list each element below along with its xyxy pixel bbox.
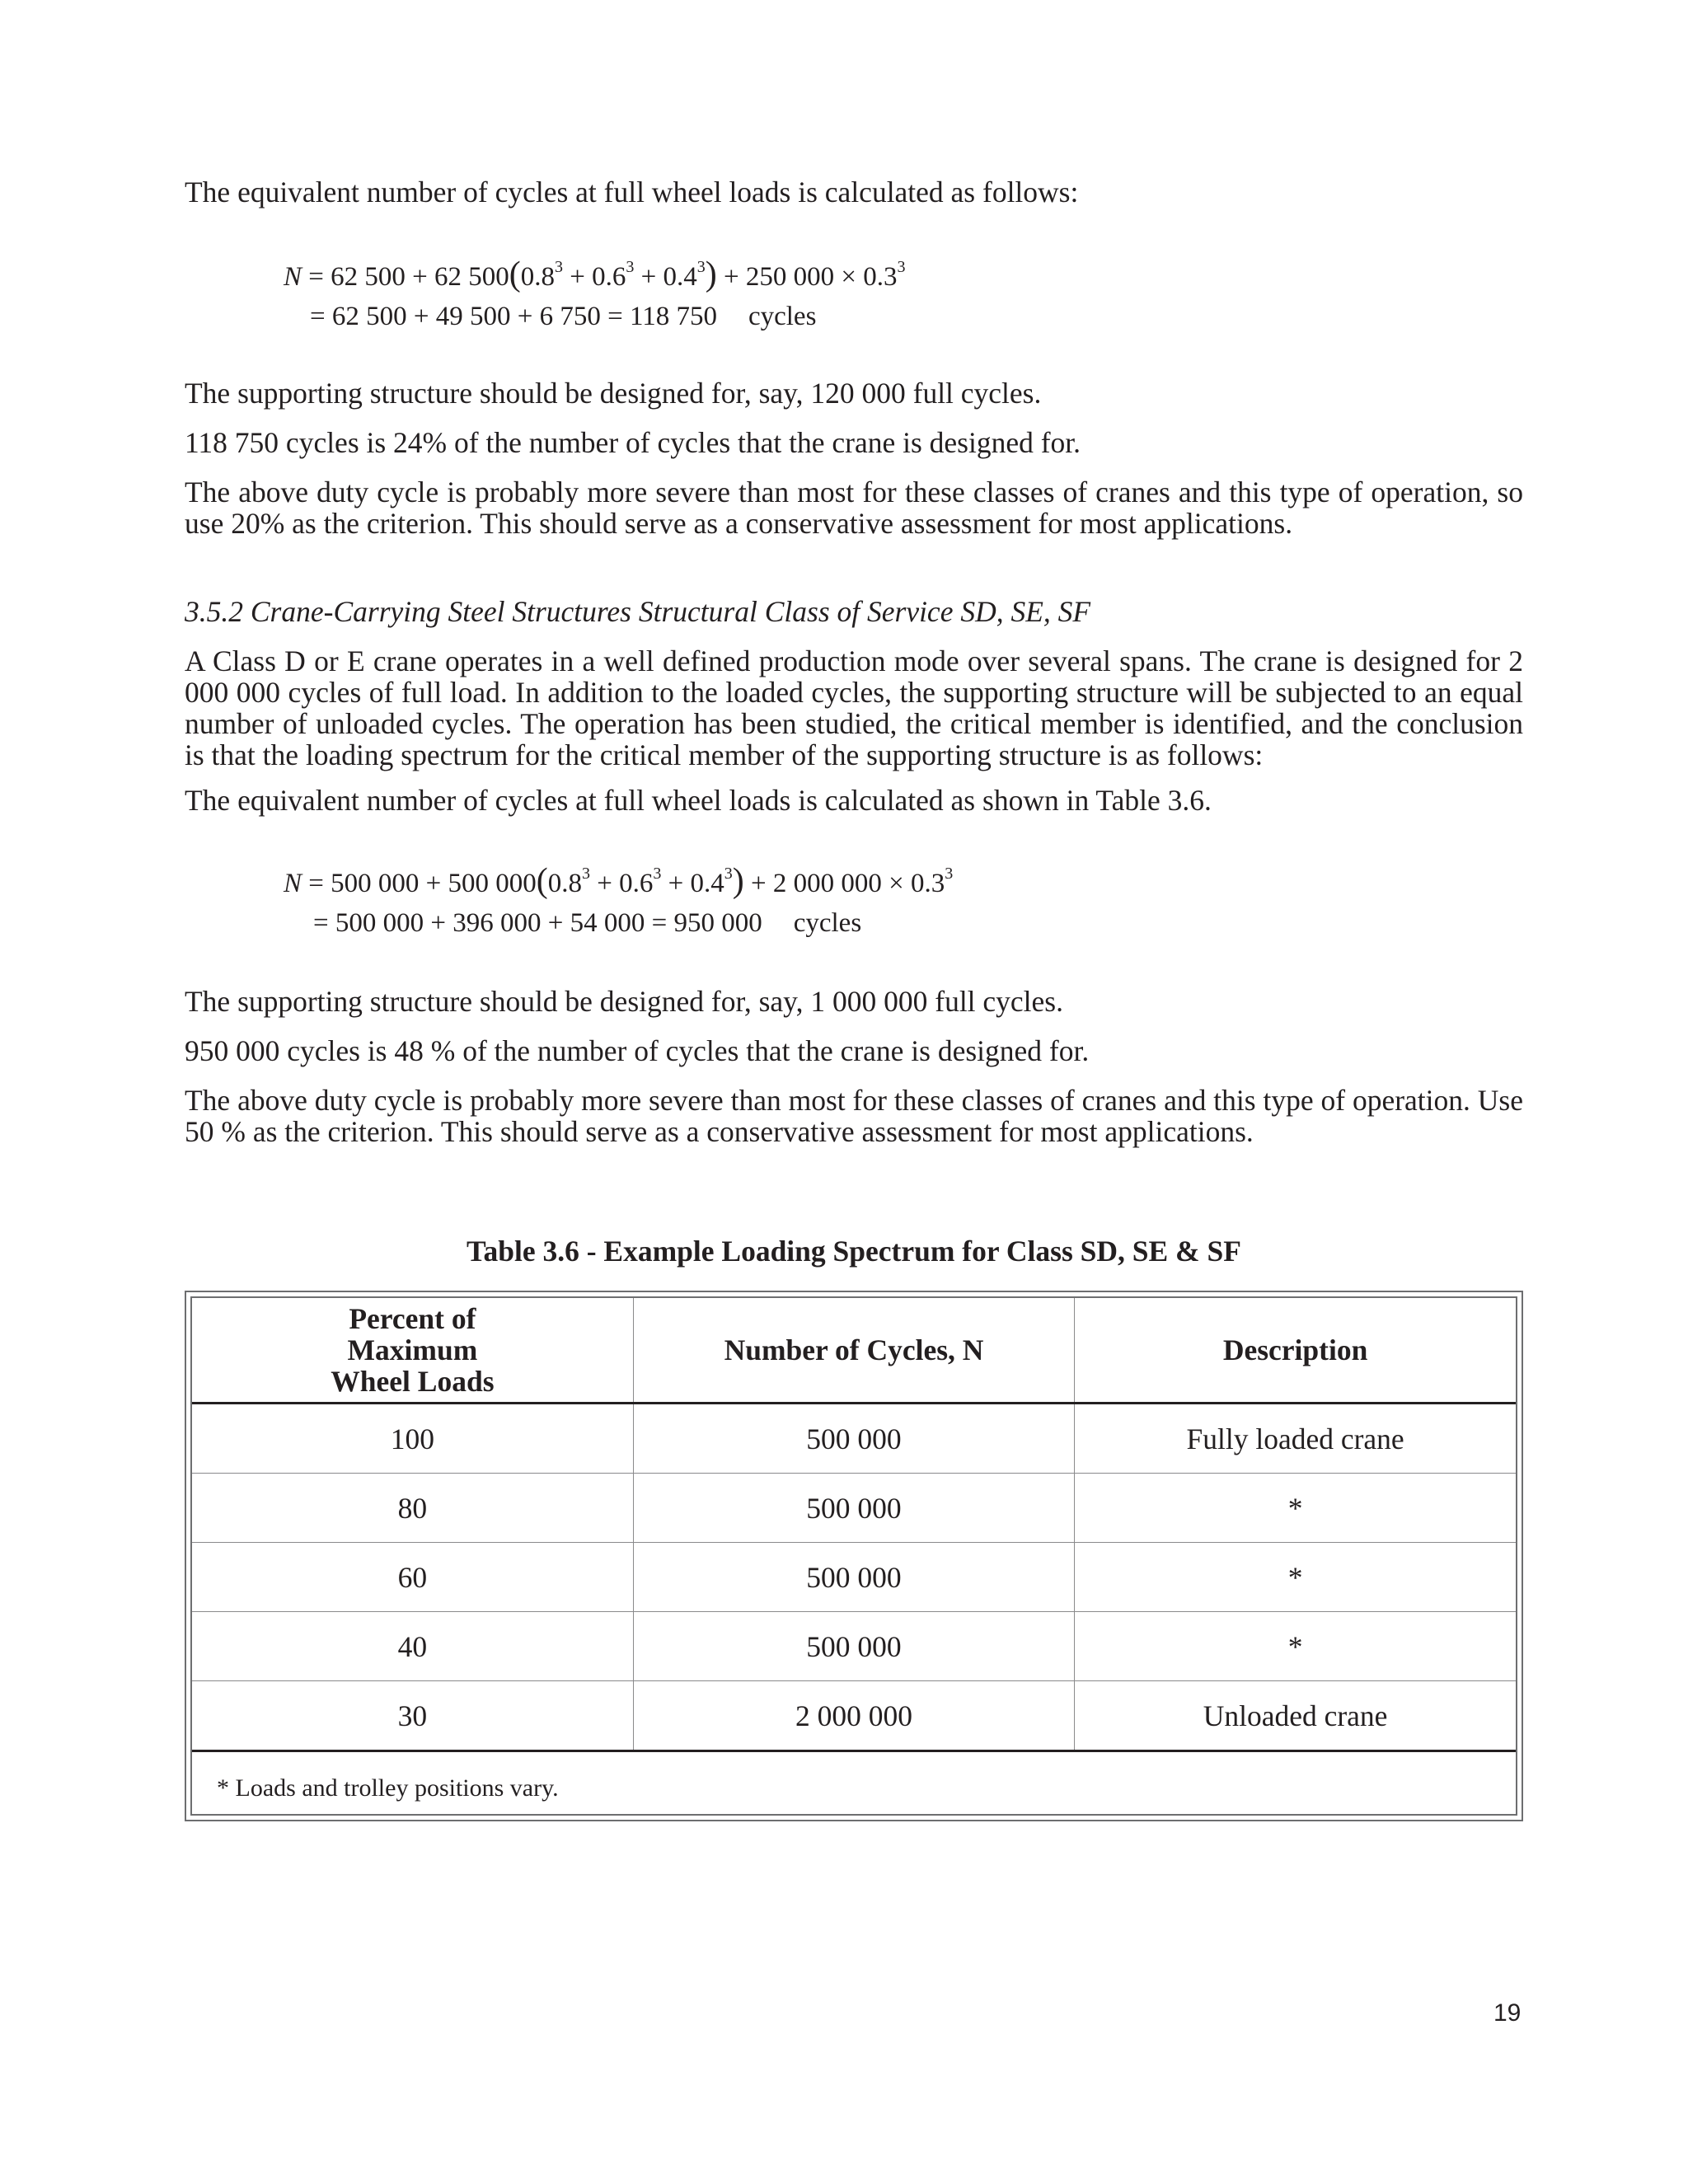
paragraph-criterion-2: The above duty cycle is probably more severe than most for these classes of cranes and this type of operation. Use 50 % as the criterion. This should serve as a conservative assessment for most applications. [185,1084,1523,1148]
eq1-variable: N [284,262,302,292]
paragraph-class-de-crane: A Class D or E crane operates in a well defined production mode over several spans. The crane is designed for 2 000 000 cycles of full load. In addition to the loaded cycles, the supporting structure will be subjected to an equal number of unloaded cycles. The operation has been studied, the critical member is identified, and the conclusion is that the loading spectrum for the critical member of the supporting structure is as follows: [185,644,1523,771]
table-title: Table 3.6 - Example Loading Spectrum for Class SD, SE & SF [467,1235,1241,1268]
equation-1-line-2 [310,300,816,333]
cell-percent: 100 [192,1404,633,1474]
cell-percent: 40 [192,1612,633,1681]
header-percent-max-wheel-loads: Percent of Maximum Wheel Loads [192,1298,633,1404]
eq2-part-c: + 0.6 [590,869,654,898]
eq2-unit: cycles [793,908,862,938]
eq1-part-d: + 0.4 [634,262,697,292]
cell-cycles: 500 000 [633,1404,1074,1474]
eq1-part-c: + 0.6 [563,262,626,292]
table-row [192,1681,1516,1751]
equation-2-line-2 [313,907,861,940]
equation-1-line-1: N = 62 500 + 62 $500(0.8^3 + 0.6^3 + 0.4^3) + 250$ $000 \times 0.3^3$ [284,255,906,293]
header-description: Description [1075,1298,1516,1404]
loading-spectrum-table [185,1291,1523,1821]
equation-2-line-1: N = 500 000 + 500 $000(0.8^3 + 0.6^3 + 0.4^3) + 2$ 000 $000 \times 0.3^3$ [284,862,954,900]
eq2-variable: N [284,869,302,898]
eq2-exp-2: 3 [653,865,662,883]
table-footnote: * Loads and trolley positions vary. [217,1774,559,1802]
eq2-part-a: = 500 000 + 500 000 [302,869,537,898]
paragraph-criterion-1: The above duty cycle is probably more severe than most for these classes of cranes and this type of operation, so use 20% as the criterion. This should serve as a conservative assessment for most applications. [185,476,1523,540]
table-row [192,1404,1516,1474]
table-header-row [192,1298,1516,1404]
paragraph-design-cycles-2: The supporting structure should be designed for, say, 1 000 000 full cycles. [185,985,1063,1018]
eq2-exp-1: 3 [582,865,590,883]
eq2-part-b: 0.8 [547,869,582,898]
paragraph-intro-calc-1: The equivalent number of cycles at full wheel loads is calculated as follows: [185,176,1079,209]
table-inner-frame [190,1296,1517,1816]
eq1-exp-2: 3 [626,258,635,276]
eq2-part-d: + 0.4 [661,869,724,898]
eq1-part-e: + 250 000 × 0.3 [716,262,898,292]
cell-description: * [1075,1612,1516,1681]
table-grid [192,1298,1516,1752]
cell-percent: 80 [192,1474,633,1543]
eq1-unit: cycles [748,302,817,331]
cell-description: Unloaded crane [1075,1681,1516,1751]
eq1-part-a: = 62 500 + 62 500 [302,262,509,292]
eq2-line2-text: = 500 000 + 396 000 + 54 000 = 950 000 [313,908,762,938]
cell-cycles: 500 000 [633,1543,1074,1612]
eq1-part-b: 0.8 [520,262,555,292]
paragraph-intro-calc-2: The equivalent number of cycles at full wheel loads is calculated as shown in Table 3.6. [185,784,1212,817]
eq2-exp-4: 3 [945,865,954,883]
cell-percent: 30 [192,1681,633,1751]
eq1-exp-3: 3 [696,258,706,276]
page-number: 19 [1493,1999,1522,2027]
table-row [192,1612,1516,1681]
header-number-of-cycles: Number of Cycles, N [633,1298,1074,1404]
cell-description: Fully loaded crane [1075,1404,1516,1474]
table-row [192,1474,1516,1543]
eq2-exp-3: 3 [724,865,733,883]
eq1-line2-text: = 62 500 + 49 500 + 6 750 = 118 750 [310,302,717,331]
eq2-part-e: + 2 000 000 × 0.3 [743,869,945,898]
paragraph-design-cycles-1: The supporting structure should be designed for, say, 120 000 full cycles. [185,377,1042,410]
cell-percent: 60 [192,1543,633,1612]
paragraph-percent-2: 950 000 cycles is 48 % of the number of cycles that the crane is designed for. [185,1034,1090,1067]
cell-description: * [1075,1474,1516,1543]
cell-cycles: 500 000 [633,1474,1074,1543]
cell-cycles: 500 000 [633,1612,1074,1681]
cell-description: * [1075,1543,1516,1612]
cell-cycles: 2 000 000 [633,1681,1074,1751]
eq1-exp-4: 3 [897,258,906,276]
eq1-exp-1: 3 [555,258,563,276]
paragraph-percent-1: 118 750 cycles is 24% of the number of cycles that the crane is designed for. [185,426,1081,459]
section-heading-3-5-2: 3.5.2 Crane-Carrying Steel Structures Structural Class of Service SD, SE, SF [185,595,1091,628]
table-row [192,1543,1516,1612]
